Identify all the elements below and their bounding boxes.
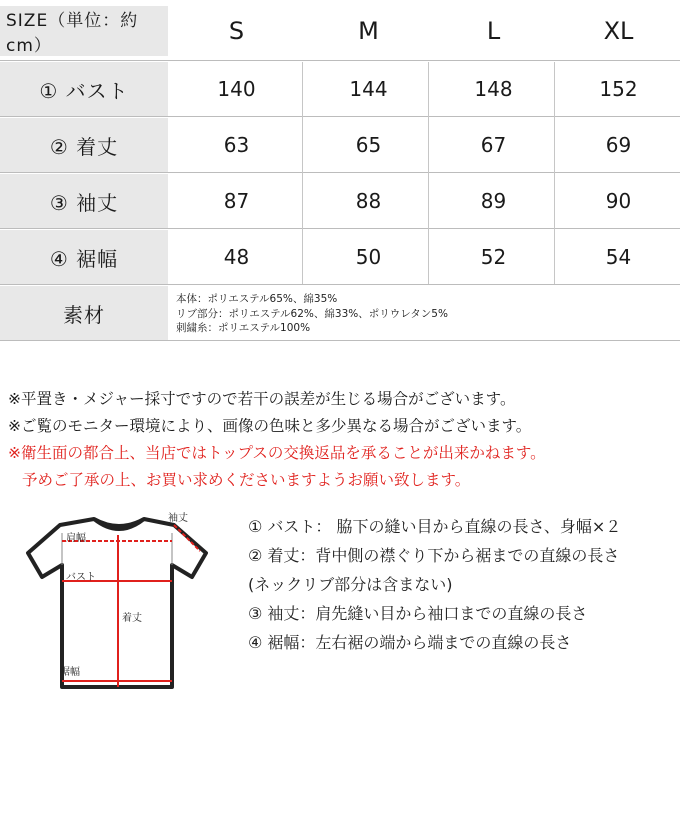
tshirt-illustration [14, 505, 234, 695]
size-s: S [228, 17, 245, 45]
definition-line: ④ 裾幅：左右裾の端から端までの直線の長さ [248, 633, 572, 652]
row-label: ② 着丈 [0, 118, 168, 172]
table-cell: 52 [480, 245, 507, 269]
table-cell: 144 [349, 77, 388, 101]
table-cell: 90 [605, 189, 632, 213]
table-row [0, 118, 680, 172]
table-cell: 54 [605, 245, 632, 269]
material-label: 素材 [0, 286, 168, 340]
table-row [0, 230, 680, 284]
size-l: L [486, 17, 501, 45]
definition-line: ③ 袖丈：肩先縫い目から袖口までの直線の長さ [248, 604, 588, 623]
divider [0, 60, 680, 61]
definition-line: ② 着丈：背中側の襟ぐり下から裾までの直線の長さ [248, 546, 620, 565]
note-line: ※平置き・メジャー採寸ですので若干の誤差が生じる場合がございます。 [8, 390, 516, 408]
divider [0, 172, 680, 173]
measurement-diagram [14, 505, 234, 695]
hem-label: 裾幅 [60, 667, 80, 678]
table-cell: 148 [474, 77, 513, 101]
note-line: ※ご覧のモニター環境により、画像の色味と多少異なる場合がございます。 [8, 417, 532, 435]
divider [0, 116, 680, 117]
column-divider [302, 62, 303, 284]
table-header-row [0, 0, 680, 60]
material-details [176, 292, 448, 336]
row-label: ③ 袖丈 [0, 174, 168, 228]
table-row [0, 174, 680, 228]
measurement-definitions [248, 512, 621, 657]
shoulder-label: 肩幅 [66, 533, 86, 544]
divider [0, 284, 680, 285]
material-line: リブ部分：ポリエステル62%、綿33%、ポリウレタン5% [176, 307, 448, 320]
material-line: 本体：ポリエステル65%、綿35% [176, 293, 338, 305]
warning-line: ※衛生面の都合上、当店ではトップスの交換返品を承ることが出来かねます。 [8, 444, 546, 462]
table-cell: 69 [605, 133, 632, 157]
table-cell: 67 [480, 133, 507, 157]
table-cell: 88 [355, 189, 382, 213]
row-label: ① バスト [0, 62, 168, 116]
table-cell: 63 [223, 133, 250, 157]
table-cell: 50 [355, 245, 382, 269]
table-cell: 140 [217, 77, 256, 101]
sleeve-label: 袖丈 [168, 513, 188, 524]
size-header-label: SIZE（単位：約cm） [0, 6, 168, 56]
table-cell: 65 [355, 133, 382, 157]
column-divider [428, 62, 429, 284]
table-cell: 89 [480, 189, 507, 213]
divider [0, 228, 680, 229]
bust-label: バスト [66, 572, 96, 583]
definition-line: (ネックリブ部分は含まない) [248, 575, 453, 594]
table-cell: 87 [223, 189, 250, 213]
definition-line: ① バスト： 脇下の縫い目から直線の長さ、身幅×２ [248, 517, 622, 536]
notes [8, 386, 546, 494]
size-xl: XL [603, 17, 634, 45]
column-divider [554, 62, 555, 284]
table-cell: 48 [223, 245, 250, 269]
length-label: 着丈 [122, 613, 142, 624]
table-cell: 152 [599, 77, 638, 101]
warning-line: 予めご了承の上、お買い求めくださいますようお願い致します。 [22, 471, 471, 489]
row-label: ④ 裾幅 [0, 230, 168, 284]
table-row [0, 62, 680, 116]
divider [0, 340, 680, 341]
material-line: 刺繍糸：ポリエステル100% [176, 322, 311, 334]
size-m: M [358, 17, 379, 45]
